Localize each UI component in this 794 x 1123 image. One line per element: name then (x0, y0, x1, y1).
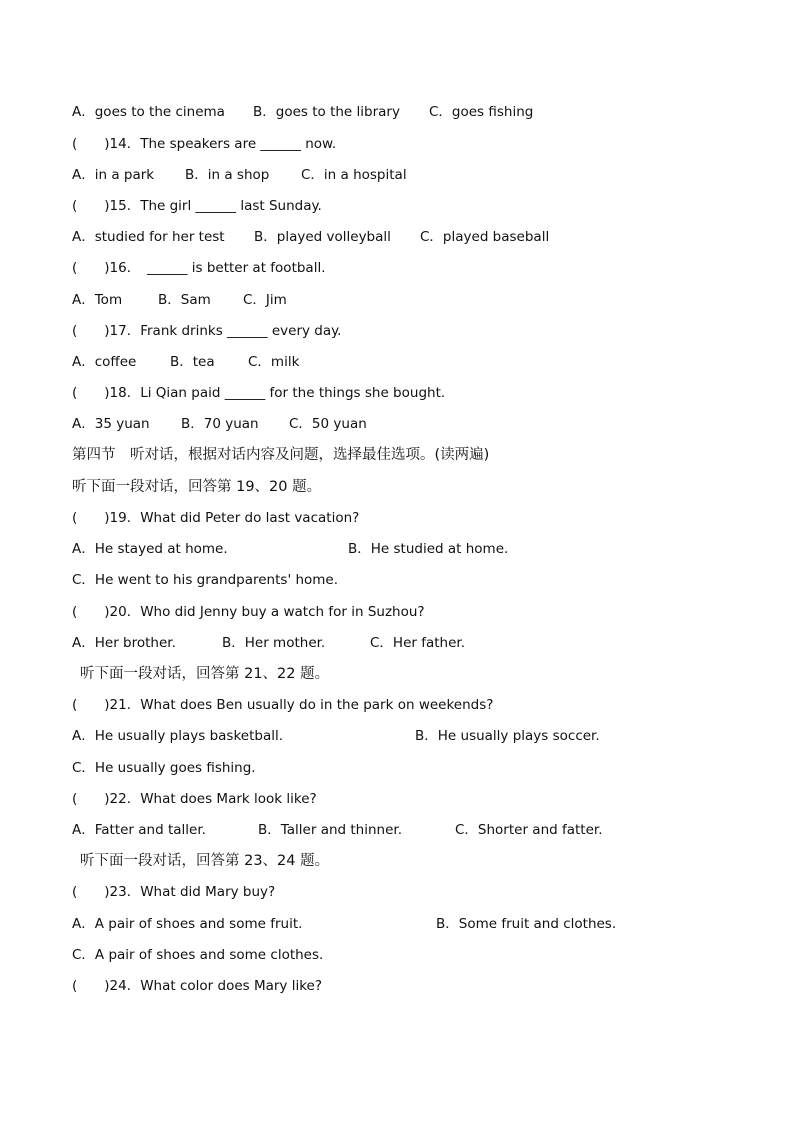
question-20: ( )20．Who did Jenny buy a watch for in Suzhou? (72, 604, 425, 620)
dialogue-instruction: 听下面一段对话，回答第 23、24 题。 (80, 853, 330, 869)
question-19: ( )19．What did Peter do last vacation? (72, 510, 360, 526)
option-a: A．coffee (72, 354, 137, 370)
question-17: ( )17．Frank drinks ______ every day. (72, 323, 342, 339)
option-b: B．Her mother. (222, 635, 326, 651)
option-a: A．He stayed at home. (72, 541, 228, 557)
option-b: B．Some fruit and clothes. (436, 916, 617, 932)
question-18: ( )18．Li Qian paid ______ for the things she bought. (72, 385, 446, 401)
option-a: A．A pair of shoes and some fruit. (72, 916, 303, 932)
question-24: ( )24．What color does Mary like? (72, 978, 323, 994)
section-heading: 第四节 听对话，根据对话内容及问题，选择最佳选项。(读两遍) (72, 447, 490, 463)
option-c: C．in a hospital (301, 167, 407, 183)
option-b: B．tea (170, 354, 215, 370)
option-a: A．goes to the cinema (72, 104, 225, 120)
question-21: ( )21．What does Ben usually do in the park on weekends? (72, 697, 494, 713)
option-a: A．studied for her test (72, 229, 225, 245)
option-b: B．Taller and thinner. (258, 822, 403, 838)
option-b: B．70 yuan (181, 416, 259, 432)
option-c: C．He usually goes fishing. (72, 760, 256, 776)
question-15: ( )15．The girl ______ last Sunday. (72, 198, 322, 214)
option-b: B．Sam (158, 292, 211, 308)
option-c: C．Shorter and fatter. (455, 822, 603, 838)
option-c: C．played baseball (420, 229, 550, 245)
option-c: C．50 yuan (289, 416, 367, 432)
option-b: B．played volleyball (254, 229, 391, 245)
option-b: B．He usually plays soccer. (415, 728, 600, 744)
question-16: ( )16． ______ is better at football. (72, 260, 326, 276)
question-14: ( )14．The speakers are ______ now. (72, 136, 337, 152)
option-a: A．Fatter and taller. (72, 822, 206, 838)
dialogue-instruction: 听下面一段对话，回答第 19、20 题。 (72, 479, 322, 495)
option-a: A．Her brother. (72, 635, 176, 651)
option-b: B．goes to the library (253, 104, 400, 120)
option-a: A．He usually plays basketball. (72, 728, 284, 744)
option-b: B．in a shop (185, 167, 270, 183)
option-a: A．in a park (72, 167, 155, 183)
option-c: C．He went to his grandparents' home. (72, 572, 339, 588)
option-c: C．A pair of shoes and some clothes. (72, 947, 324, 963)
question-23: ( )23．What did Mary buy? (72, 884, 276, 900)
option-a: A．Tom (72, 292, 123, 308)
option-c: C．goes fishing (429, 104, 534, 120)
option-c: C．Her father. (370, 635, 466, 651)
dialogue-instruction: 听下面一段对话，回答第 21、22 题。 (80, 666, 330, 682)
option-c: C．Jim (243, 292, 287, 308)
option-a: A．35 yuan (72, 416, 150, 432)
question-22: ( )22．What does Mark look like? (72, 791, 317, 807)
option-b: B．He studied at home. (348, 541, 509, 557)
option-c: C．milk (248, 354, 300, 370)
